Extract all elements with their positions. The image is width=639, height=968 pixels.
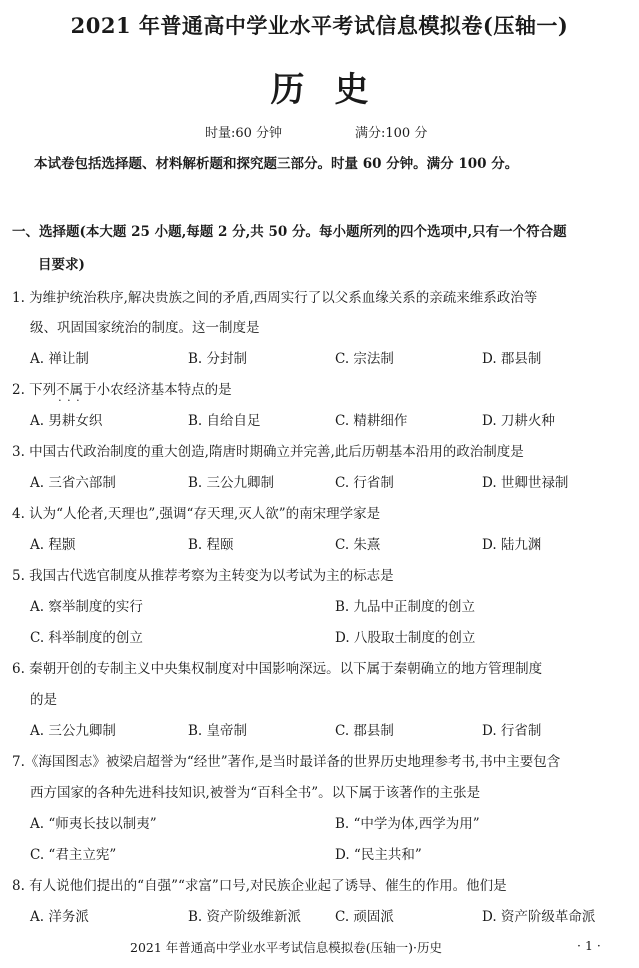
question-3-option-d: D. 世卿世禄制 — [482, 475, 569, 491]
question-6-option-d: D. 行省制 — [482, 723, 542, 739]
question-5-option-a: A. 察举制度的实行 — [30, 599, 143, 615]
question-7-option-a: A. “师夷长技以制夷” — [30, 816, 157, 832]
exam-intro: 本试卷包括选择题、材料解析题和探究题三部分。时量 60 分钟。满分 100 分。 — [34, 156, 519, 172]
question-6-option-c: C. 郡县制 — [335, 723, 394, 739]
question-6-option-a: A. 三公九卿制 — [30, 723, 116, 739]
question-7-stem-cont: 西方国家的各种先进科技知识,被誉为“百科全书”。以下属于该著作的主张是 — [30, 785, 481, 801]
question-4-option-a: A. 程颢 — [30, 537, 76, 553]
question-7-option-d: D. “民主共和” — [335, 847, 422, 863]
question-4-option-b: B. 程颐 — [188, 537, 234, 553]
question-4-option-c: C. 朱熹 — [335, 537, 381, 553]
question-4-stem: 4. 认为“人伦者,天理也”,强调“存天理,灭人欲”的南宋理学家是 — [12, 506, 381, 522]
question-1-stem-cont: 级、巩固国家统治的制度。这一制度是 — [30, 320, 260, 336]
question-6-stem-cont: 的是 — [30, 692, 57, 708]
question-2-stem-post: 小农经济基本特点的是 — [96, 382, 232, 398]
question-2-stem-pre: 2. 下列 — [12, 382, 57, 398]
question-8-option-c: C. 顽固派 — [335, 909, 394, 925]
section-heading: 一、选择题(本大题 25 小题,每题 2 分,共 50 分。每小题所列的四个选项中,只有一个符合题 — [12, 224, 567, 240]
question-5-option-d: D. 八股取士制度的创立 — [335, 630, 476, 646]
question-5-option-b: B. 九品中正制度的创立 — [335, 599, 476, 615]
question-1-option-d: D. 郡县制 — [482, 351, 542, 367]
page-number: · 1 · — [577, 938, 601, 953]
question-2-option-c: C. 精耕细作 — [335, 413, 408, 429]
question-6-stem: 6. 秦朝开创的专制主义中央集权制度对中国影响深远。以下属于秦朝确立的地方管理制度 — [12, 661, 543, 677]
question-3-stem: 3. 中国古代政治制度的重大创造,隋唐时期确立并完善,此后历朝基本沿用的政治制度是 — [12, 444, 524, 460]
question-3-option-a: A. 三省六部制 — [30, 475, 116, 491]
question-1-option-b: B. 分封制 — [188, 351, 248, 367]
footer-text: 2021 年普通高中学业水平考试信息模拟卷(压轴一)·历史 — [130, 940, 443, 955]
question-5-option-c: C. 科举制度的创立 — [30, 630, 143, 646]
question-2-option-a: A. 男耕女织 — [30, 413, 103, 429]
question-8-option-a: A. 洋务派 — [30, 909, 89, 925]
question-2-stem — [12, 378, 232, 398]
question-1-option-c: C. 宗法制 — [335, 351, 394, 367]
question-2-option-d: D. 刀耕火种 — [482, 413, 555, 429]
question-7-option-c: C. “君主立宪” — [30, 847, 117, 863]
question-5-stem: 5. 我国古代选官制度从推荐考察为主转变为以考试为主的标志是 — [12, 568, 394, 584]
question-3-option-c: C. 行省制 — [335, 475, 394, 491]
question-1-stem: 1. 为维护统治秩序,解决贵族之间的矛盾,西周实行了以父系血缘关系的亲疏来维系政治等 — [12, 290, 538, 306]
question-2-option-b: B. 自给自足 — [188, 413, 261, 429]
question-8-option-b: B. 资产阶级维新派 — [188, 909, 302, 925]
exam-time: 时量:60 分钟 — [205, 126, 283, 141]
question-3-option-b: B. 三公九卿制 — [188, 475, 275, 491]
section-heading-cont: 目要求) — [38, 257, 85, 273]
question-8-stem: 8. 有人说他们提出的“自强”“求富”口号,对民族企业起了诱导、催生的作用。他们是 — [12, 878, 507, 894]
question-6-option-b: B. 皇帝制 — [188, 723, 248, 739]
question-7-stem: 7.《海国图志》被梁启超誉为“经世”著作,是当时最详备的世界历史地理参考书,书中主要包含 — [12, 754, 561, 770]
question-8-option-d: D. 资产阶级革命派 — [482, 909, 596, 925]
exam-title: 2021 年普通高中学业水平考试信息模拟卷(压轴一) — [70, 13, 569, 38]
question-1-option-a: A. 禅让制 — [30, 351, 89, 367]
question-7-option-b: B. “中学为体,西学为用” — [335, 816, 480, 832]
question-4-option-d: D. 陆九渊 — [482, 537, 542, 553]
emphasis-dots: 不属于 · · · — [56, 382, 97, 398]
exam-score: 满分:100 分 — [355, 126, 428, 141]
subject-title: 历史 — [270, 70, 399, 110]
